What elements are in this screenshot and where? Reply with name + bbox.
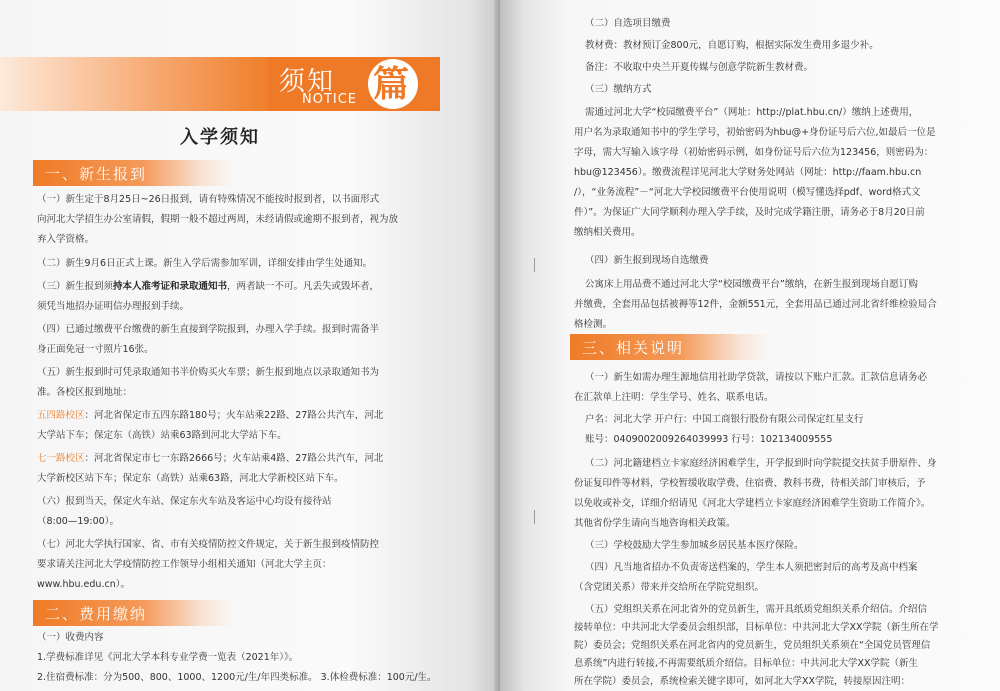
- paragraph-line: 用户名为录取通知书中的学生学号，初始密码为hbu@+身份证号后六位,如最后一位是: [574, 127, 936, 138]
- banner-gradient-bar: [0, 57, 268, 111]
- paragraph-line: （三）学校鼓励大学生参加城乡居民基本医疗保险。: [585, 540, 804, 551]
- paragraph-line: 并缴费，全套用品包括被褥等12件，金额551元，全套用品已通过河北省纤维检验局合: [574, 299, 937, 310]
- paragraph-line: 公寓床上用品费不通过河北大学“校园缴费平台”缴纳，在新生报到现场自愿订购: [585, 279, 918, 290]
- campus-name: 七一路校区: [37, 453, 85, 464]
- text-run: （三）新生报到须: [37, 281, 114, 292]
- paragraph-line: [37, 668, 437, 688]
- spine-mark: [534, 258, 535, 272]
- text-run: ，两者缺一不可。凡丢失或毁坏者，: [227, 281, 380, 292]
- paragraph-line: （一）新生定于8月25日~26日报到，请有特殊情况不能按时报到者，以书面形式: [37, 194, 380, 205]
- banner-title: 须知: [279, 67, 336, 97]
- spine-mark: [534, 510, 535, 524]
- paragraph-line: 身正面免冠一寸照片16张。: [37, 344, 154, 355]
- section-heading-registration: [33, 160, 233, 186]
- paragraph-line: 格检测。: [574, 319, 613, 330]
- text-run: 3.体检费标准：100元/生。: [320, 672, 437, 683]
- text-run: ：河北省保定市七一东路2666号；火车站乘4路、27路公共汽车，河北: [84, 453, 384, 464]
- paragraph-line: 要求请关注河北大学疫情防控工作领导小组相关通知（河北大学主页：: [37, 559, 332, 570]
- right-page: [500, 0, 1000, 691]
- paragraph-line: （七）河北大学执行国家、省、市有关疫情防控文件规定，关于新生报到疫情防控: [37, 539, 380, 550]
- paragraph-line: 份证复印件等材料，学校暂缓收取学费、住宿费、教科书费，待相关部门审核后，予: [574, 478, 926, 489]
- paragraph-line: hbu@123456）。缴费流程详见河北大学财务处网站（网址：http://faam.hbu.cn: [574, 167, 922, 178]
- paragraph-line: （四）新生报到现场自选缴费: [585, 255, 709, 266]
- section-heading-fees: [33, 600, 233, 626]
- paragraph-line: （二）新生9月6日正式上课。新生入学后需参加军训，详细安排由学生处通知。: [37, 258, 373, 269]
- paragraph-line: 院）委员会；党组织关系在河北省内的党员新生，党员组织关系须在“全国党员管理信: [574, 640, 931, 651]
- paragraph-line: （一）收费内容: [37, 632, 104, 643]
- paragraph-line: 件）”。为保证广大同学顺利办理入学手续，及时完成学籍注册，请务必于8月20日前: [574, 207, 925, 218]
- paragraph-line: （含党团关系）带来并交给所在学院党组织。: [574, 582, 765, 593]
- paragraph-line: （五）党组织关系在河北省外的党员新生，需开具纸质党组织关系介绍信。介绍信: [585, 604, 928, 615]
- bank-account-line: 户名：河北大学 开户行：中国工商银行股份有限公司保定红星支行: [585, 414, 864, 425]
- paragraph-line: 向河北大学招生办公室请假，假期一般不超过两周，未经请假或逾期不报到者，视为放: [37, 214, 399, 225]
- paragraph-line: （五）新生报到时可凭录取通知书半价购买火车票；新生报到地点以录取通知书为: [37, 367, 380, 378]
- paragraph-line: /），“业务流程”－“河北大学校园缴费平台使用说明（模写懂选择pdf、word格式文: [574, 187, 921, 198]
- paragraph-line: 大学站下车；保定东（高铁）站乘63路到河北大学站下车。: [37, 430, 287, 441]
- paragraph-line: 其他省份学生请向当地咨询相关政策。: [574, 518, 736, 529]
- bank-account-line: 账号：0409002009264039993 行号：102134009555: [585, 434, 833, 445]
- text-run: ：河北省保定市五四东路180号；火车站乘22路、27路公共汽车，河北: [84, 410, 384, 421]
- banner-char: 篇: [373, 63, 410, 105]
- emphasis-text: 持本人准考证和录取通知书: [113, 281, 228, 292]
- paragraph-line: [37, 277, 379, 297]
- campus-address-line: [37, 406, 383, 426]
- notice-banner: [0, 57, 440, 111]
- campus-address-line: [37, 449, 383, 469]
- paragraph-line: 在汇款单上注明：学生学号、姓名、联系电话。: [574, 392, 774, 403]
- section-heading-text: 二、费用缴纳: [45, 605, 148, 623]
- paragraph-line: 以免收或补交，详细介绍请见《河北大学建档立卡家庭经济困难学生资助工作简介》。: [574, 498, 931, 509]
- document-title: 入学须知: [180, 127, 260, 148]
- paragraph-line: （四）凡当地省招办不负责寄送档案的，学生本人须把密封后的高考及高中档案: [585, 562, 918, 573]
- paragraph-line: 缴纳相关费用。: [574, 227, 641, 238]
- paragraph-line: 接转单位：中共河北大学委员会组织部，目标单位：中共河北大学XX学院（新生所在学: [574, 622, 939, 633]
- paragraph-line: （一）新生如需办理生源地信用社助学贷款，请按以下账户汇款。汇款信息请务必: [585, 372, 928, 383]
- section-heading-text: 一、新生报到: [45, 165, 148, 183]
- campus-name: 五四路校区: [37, 410, 85, 421]
- paragraph-line: （六）报到当天，保定火车站、保定东火车站及客运中心均设有接待站: [37, 496, 332, 507]
- paragraph-line: 弃入学资格。: [37, 234, 95, 245]
- paragraph-line: （四）已通过缴费平台缴费的新生直接到学院报到，办理入学手续。报到时需备半: [37, 324, 380, 335]
- section-heading-notes: [570, 334, 770, 360]
- paragraph-line: 息系统”内进行转接,不再需要纸质介绍信。目标单位：中共河北大学XX学院（新生: [574, 658, 918, 669]
- paragraph-line: 所在学院）委员会，系统检索关键字即可，如河北大学XX学院，转接原因注明：: [574, 676, 911, 687]
- paragraph-line: （二）自选项目缴费: [585, 18, 671, 29]
- paragraph-line: 需通过河北大学“校园缴费平台”（网址：http://plat.hbu.cn/）缴纳上述费用，: [585, 107, 919, 118]
- paragraph-line: （三）缴纳方式: [585, 84, 652, 95]
- section-heading-text: 三、相关说明: [582, 339, 685, 357]
- text-run: 2.住宿费标准：分为500、800、1000、1200元/生/年四类标准。: [37, 672, 318, 683]
- paragraph-line: （8:00—19:00）。: [37, 516, 119, 527]
- paragraph-line: 须凭当地招办证明信办理报到手续。: [37, 301, 190, 312]
- banner-subtitle: NOTICE: [302, 92, 358, 107]
- paragraph-line: www.hbu.edu.cn）。: [37, 579, 130, 590]
- paragraph-line: （二）河北籍建档立卡家庭经济困难学生，开学报到时向学院提交扶贫手册原件、身: [585, 458, 937, 469]
- paragraph-line: 教材费：教材预订金800元，自愿订购，根据实际发生费用多退少补。: [585, 40, 879, 51]
- paragraph-line: 1.学费标准详见《河北大学本科专业学费一览表（2021年）》。: [37, 652, 299, 663]
- paragraph-line: 备注：不收取中央兰开夏传媒与创意学院新生教材费。: [585, 62, 814, 73]
- paragraph-line: 准。各校区报到地址：: [37, 387, 133, 398]
- paragraph-line: 大学新校区站下车；保定东（高铁）站乘63路，河北大学新校区站下车。: [37, 473, 344, 484]
- paragraph-line: 字母，需大写输入该字母（初始密码示例，如身份证号后六位为123456，则密码为：: [574, 147, 934, 158]
